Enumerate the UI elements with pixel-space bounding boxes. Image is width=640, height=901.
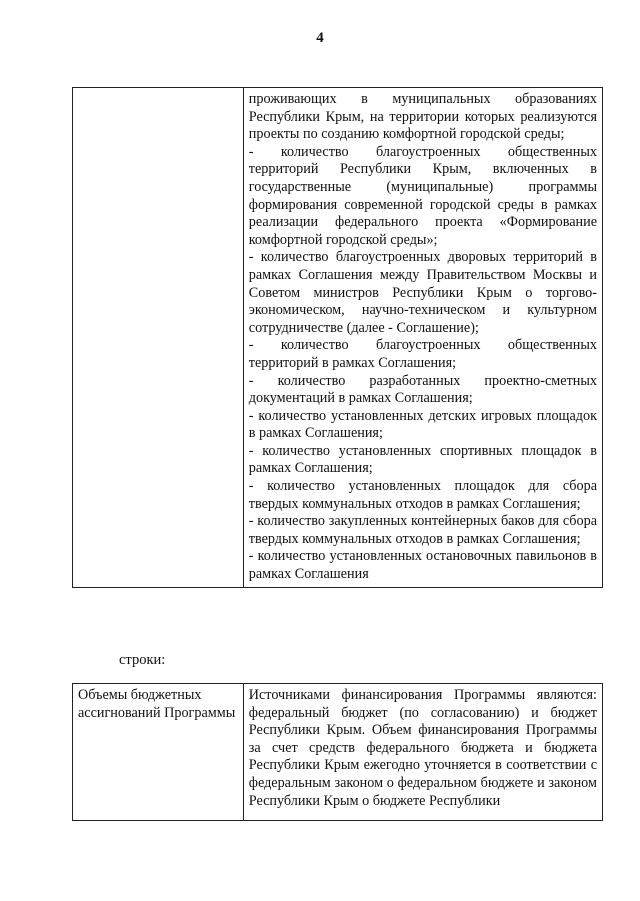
indicator-item: - количество закупленных контейнерных баков для сбора твердых коммунальных отходов в рамках Соглашения; — [248, 513, 597, 547]
page-number: 4 — [316, 30, 324, 46]
indicator-item: - количество установленных детских игровых площадок в рамках Соглашения; — [248, 407, 597, 442]
indicators-table — [72, 87, 603, 588]
indicator-item: - количество установленных площадок для сбора твердых коммунальных отходов в рамках Соглашения; — [248, 478, 597, 512]
table-cell-right — [243, 88, 602, 588]
indicator-item: - количество благоустроенных общественных территорий в рамках Соглашения; — [248, 337, 597, 371]
table-row — [73, 88, 603, 588]
section-caption: строки: — [119, 652, 166, 668]
table-cell-left — [73, 684, 244, 821]
table-cell-right — [243, 684, 602, 821]
indicator-item: - количество благоустроенных дворовых территорий в рамках Соглашения между Правительством Москвы и Советом министров Республики Крым о торгово-экономическом, научно-техническом и культурном сотрудничестве (далее - Соглашение); — [248, 249, 597, 336]
indicator-item: - количество разработанных проектно-сметных документаций в рамках Соглашения; — [248, 372, 597, 407]
budget-table — [72, 683, 603, 821]
table-cell-left — [73, 88, 244, 588]
budget-description: Источниками финансирования Программы являются: федеральный бюджет (по согласованию) и бюджет Республики Крым. Объем финансирования Программы за счет средств федерального бюджета и бюджета Республики Крым ежегодно уточняется в соответствии с федеральным законом о федеральном бюджете и законом Республики Крым о бюджете Республики — [248, 687, 597, 809]
table-row — [73, 684, 603, 821]
indicator-item: проживающих в муниципальных образованиях Республики Крым, на территории которых реализуются проекты по созданию комфортной городской среды; — [248, 91, 597, 143]
budget-heading: Объемы бюджетных ассигнований Программы — [78, 687, 236, 721]
indicator-item: - количество установленных спортивных площадок в рамках Соглашения; — [248, 442, 597, 477]
indicator-item: - количество благоустроенных общественных территорий Республики Крым, включенных в государственные (муниципальные) программы формирования современной городской среды в рамках реализации федерального проекта «Формирование комфортной городской среды»; — [248, 143, 597, 248]
indicator-item: - количество установленных остановочных павильонов в рамках Соглашения — [248, 548, 597, 583]
